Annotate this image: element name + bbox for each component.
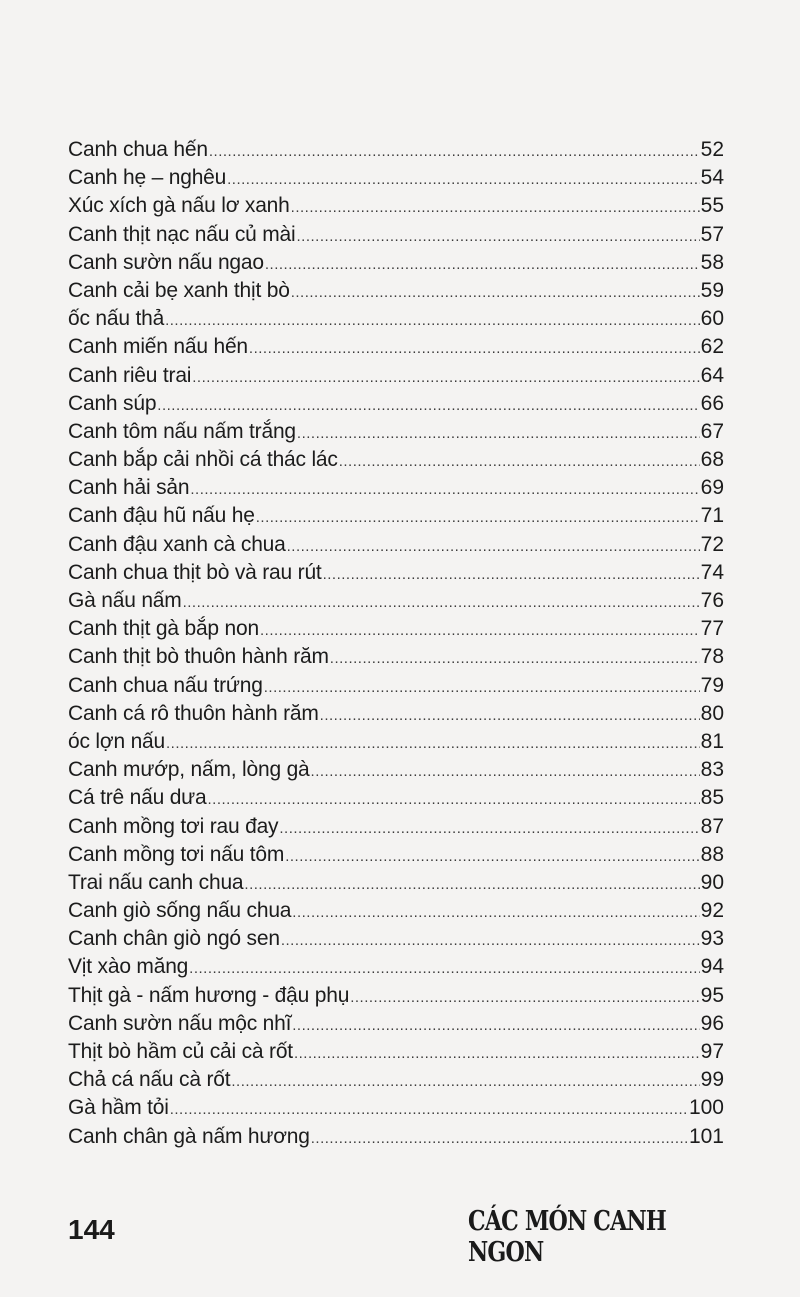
- toc-entry-title: Canh miến nấu hến: [68, 335, 248, 359]
- toc-entry-page: 67: [700, 419, 724, 443]
- toc-entry-title: Canh thịt gà bắp non: [68, 617, 259, 641]
- toc-dot-leader: [166, 730, 700, 758]
- toc-entry-title: Canh chua nấu trứng: [68, 673, 263, 697]
- toc-entry-title: Canh thịt bò thuôn hành răm: [68, 645, 329, 669]
- toc-entry: [68, 869, 724, 897]
- toc-entry-page: 100: [688, 1096, 724, 1120]
- toc-entry: [68, 643, 724, 671]
- toc-entry: [68, 362, 724, 390]
- toc-entry: [68, 192, 724, 220]
- toc-entry-title: Gà hầm tỏi: [68, 1096, 169, 1120]
- toc-entry: [68, 925, 724, 953]
- toc-entry-page: 90: [700, 870, 724, 894]
- toc-entry-title: Canh chân gà nấm hương: [68, 1124, 310, 1148]
- toc-entry: [68, 531, 724, 559]
- toc-entry-page: 69: [700, 476, 724, 500]
- toc-entry: [68, 502, 724, 530]
- toc-dot-leader: [311, 1125, 688, 1153]
- toc-entry: [68, 982, 724, 1010]
- table-of-contents: [68, 136, 724, 1151]
- toc-entry-page: 74: [700, 560, 724, 584]
- toc-entry-title: Canh thịt nạc nấu củ mài: [68, 222, 296, 246]
- toc-entry-page: 92: [700, 899, 724, 923]
- toc-entry: [68, 305, 724, 333]
- toc-entry-page: 77: [700, 617, 724, 641]
- toc-entry: [68, 249, 724, 277]
- toc-entry: [68, 164, 724, 192]
- toc-dot-leader: [279, 815, 699, 843]
- toc-entry-title: Canh chân giò ngó sen: [68, 927, 280, 951]
- toc-entry-title: Thịt gà - nấm hương - đậu phụ: [68, 983, 350, 1007]
- toc-dot-leader: [294, 1040, 700, 1068]
- toc-entry-title: Canh cá rô thuôn hành răm: [68, 701, 319, 725]
- toc-dot-leader: [281, 927, 700, 955]
- toc-entry-page: 59: [700, 278, 724, 302]
- toc-dot-leader: [292, 899, 699, 927]
- toc-entry: [68, 841, 724, 869]
- toc-dot-leader: [297, 420, 700, 448]
- toc-entry-title: Gà nấu nấm: [68, 589, 182, 612]
- toc-entry-title: Trai nấu canh chua: [68, 870, 244, 894]
- toc-entry-page: 96: [700, 1011, 724, 1035]
- toc-entry: [68, 446, 724, 474]
- toc-entry-title: ốc nấu thả: [68, 307, 165, 331]
- toc-entry: [68, 1010, 724, 1038]
- toc-dot-leader: [350, 984, 699, 1012]
- toc-entry-title: Canh sườn nấu ngao: [68, 250, 264, 274]
- toc-entry-page: 55: [700, 194, 724, 218]
- toc-entry: [68, 615, 724, 643]
- toc-entry-page: 95: [700, 983, 724, 1007]
- toc-entry-page: 54: [700, 166, 724, 190]
- page-number: 144: [68, 1214, 115, 1245]
- toc-entry-page: 60: [700, 307, 724, 331]
- toc-entry-title: Canh hải sản: [68, 476, 190, 500]
- toc-dot-leader: [330, 645, 700, 673]
- toc-entry-title: Canh hẹ – nghêu: [68, 166, 227, 190]
- toc-entry-page: 58: [700, 250, 724, 274]
- toc-entry-title: Chả cá nấu cà rốt: [68, 1068, 231, 1092]
- toc-entry-page: 52: [700, 138, 724, 161]
- toc-entry-page: 99: [700, 1068, 724, 1092]
- toc-entry-page: 72: [700, 532, 724, 556]
- toc-dot-leader: [297, 223, 700, 251]
- toc-entry-title: Vịt xào măng: [68, 955, 189, 979]
- toc-entry-page: 101: [688, 1124, 724, 1148]
- toc-entry-title: Xúc xích gà nấu lơ xanh: [68, 194, 290, 218]
- toc-entry-page: 79: [700, 673, 724, 697]
- toc-entry: [68, 136, 724, 164]
- toc-entry-title: Thịt bò hầm củ cải cà rốt: [68, 1040, 293, 1063]
- toc-entry-page: 97: [700, 1040, 724, 1063]
- toc-entry-page: 57: [700, 222, 724, 246]
- toc-entry: [68, 418, 724, 446]
- toc-entry: [68, 728, 724, 756]
- toc-entry-title: Canh riêu trai: [68, 363, 192, 387]
- toc-dot-leader: [311, 758, 700, 786]
- toc-entry: [68, 784, 724, 812]
- toc-dot-leader: [264, 674, 700, 702]
- toc-entry-page: 83: [700, 758, 724, 782]
- toc-entry: [68, 953, 724, 981]
- toc-entry: [68, 390, 724, 418]
- toc-entry-title: Canh mồng tơi nấu tôm: [68, 842, 285, 866]
- toc-entry-page: 85: [700, 786, 724, 810]
- toc-entry-page: 64: [700, 363, 724, 387]
- toc-entry-title: Canh giò sống nấu chua: [68, 899, 292, 923]
- toc-entry-title: Canh súp: [68, 391, 157, 415]
- toc-entry-title: Canh bắp cải nhồi cá thác lác: [68, 448, 338, 472]
- toc-entry-title: Canh sườn nấu mộc nhĩ: [68, 1011, 292, 1035]
- toc-dot-leader: [170, 1096, 688, 1124]
- toc-dot-leader: [260, 617, 700, 645]
- toc-entry: [68, 587, 724, 615]
- toc-entry: [68, 756, 724, 784]
- toc-entry: [68, 333, 724, 361]
- toc-entry-page: 87: [700, 814, 724, 838]
- toc-entry: [68, 1066, 724, 1094]
- toc-dot-leader: [339, 448, 700, 476]
- toc-entry: [68, 897, 724, 925]
- toc-entry: [68, 559, 724, 587]
- toc-entry-page: 93: [700, 927, 724, 951]
- toc-entry-title: Canh đậu hũ nấu hẹ: [68, 504, 255, 528]
- toc-dot-leader: [209, 138, 700, 166]
- toc-entry-page: 71: [700, 504, 724, 528]
- toc-entry-title: Canh cải bẹ xanh thịt bò: [68, 278, 290, 302]
- toc-entry: [68, 277, 724, 305]
- toc-dot-leader: [190, 476, 699, 504]
- toc-dot-leader: [291, 279, 700, 307]
- toc-entry: [68, 474, 724, 502]
- toc-dot-leader: [292, 1012, 699, 1040]
- toc-entry: [68, 1094, 724, 1122]
- toc-entry-title: Canh chua hến: [68, 138, 208, 161]
- toc-dot-leader: [157, 392, 699, 420]
- toc-dot-leader: [285, 843, 699, 871]
- toc-entry-page: 62: [700, 335, 724, 359]
- toc-entry-page: 66: [700, 391, 724, 415]
- toc-entry: [68, 672, 724, 700]
- toc-entry-title: Cá trê nấu dưa: [68, 786, 207, 810]
- toc-entry: [68, 1038, 724, 1066]
- toc-entry-page: 94: [700, 955, 724, 979]
- toc-entry-page: 81: [700, 729, 724, 753]
- toc-entry-title: Canh đậu xanh cà chua: [68, 532, 286, 556]
- toc-dot-leader: [231, 1068, 699, 1096]
- toc-entry-page: 88: [700, 842, 724, 866]
- toc-dot-leader: [208, 786, 700, 814]
- toc-entry-page: 68: [700, 448, 724, 472]
- toc-dot-leader: [291, 194, 700, 222]
- toc-entry-title: Canh mồng tơi rau đay: [68, 814, 279, 838]
- toc-dot-leader: [265, 251, 700, 279]
- toc-dot-leader: [165, 307, 700, 335]
- toc-entry: [68, 1123, 724, 1151]
- toc-entry-title: Canh chua thịt bò và rau rút: [68, 560, 322, 584]
- toc-dot-leader: [320, 702, 700, 730]
- toc-entry-title: Canh mướp, nấm, lòng gà: [68, 758, 310, 782]
- toc-entry-page: 78: [700, 645, 724, 669]
- toc-entry-title: óc lợn nấu: [68, 729, 166, 753]
- toc-dot-leader: [244, 871, 699, 899]
- toc-dot-leader: [323, 561, 700, 589]
- toc-entry-page: 80: [700, 701, 724, 725]
- running-title: CÁC MÓN CANH NGON: [468, 1206, 666, 1268]
- toc-entry: [68, 813, 724, 841]
- toc-dot-leader: [189, 955, 699, 983]
- toc-dot-leader: [192, 364, 699, 392]
- toc-entry-page: 76: [700, 589, 724, 612]
- toc-entry: [68, 221, 724, 249]
- toc-entry: [68, 700, 724, 728]
- toc-dot-leader: [249, 335, 700, 363]
- toc-dot-leader: [183, 589, 700, 617]
- toc-entry-title: Canh tôm nấu nấm trắng: [68, 419, 296, 443]
- toc-dot-leader: [256, 504, 700, 532]
- toc-dot-leader: [287, 533, 700, 561]
- toc-dot-leader: [227, 166, 700, 194]
